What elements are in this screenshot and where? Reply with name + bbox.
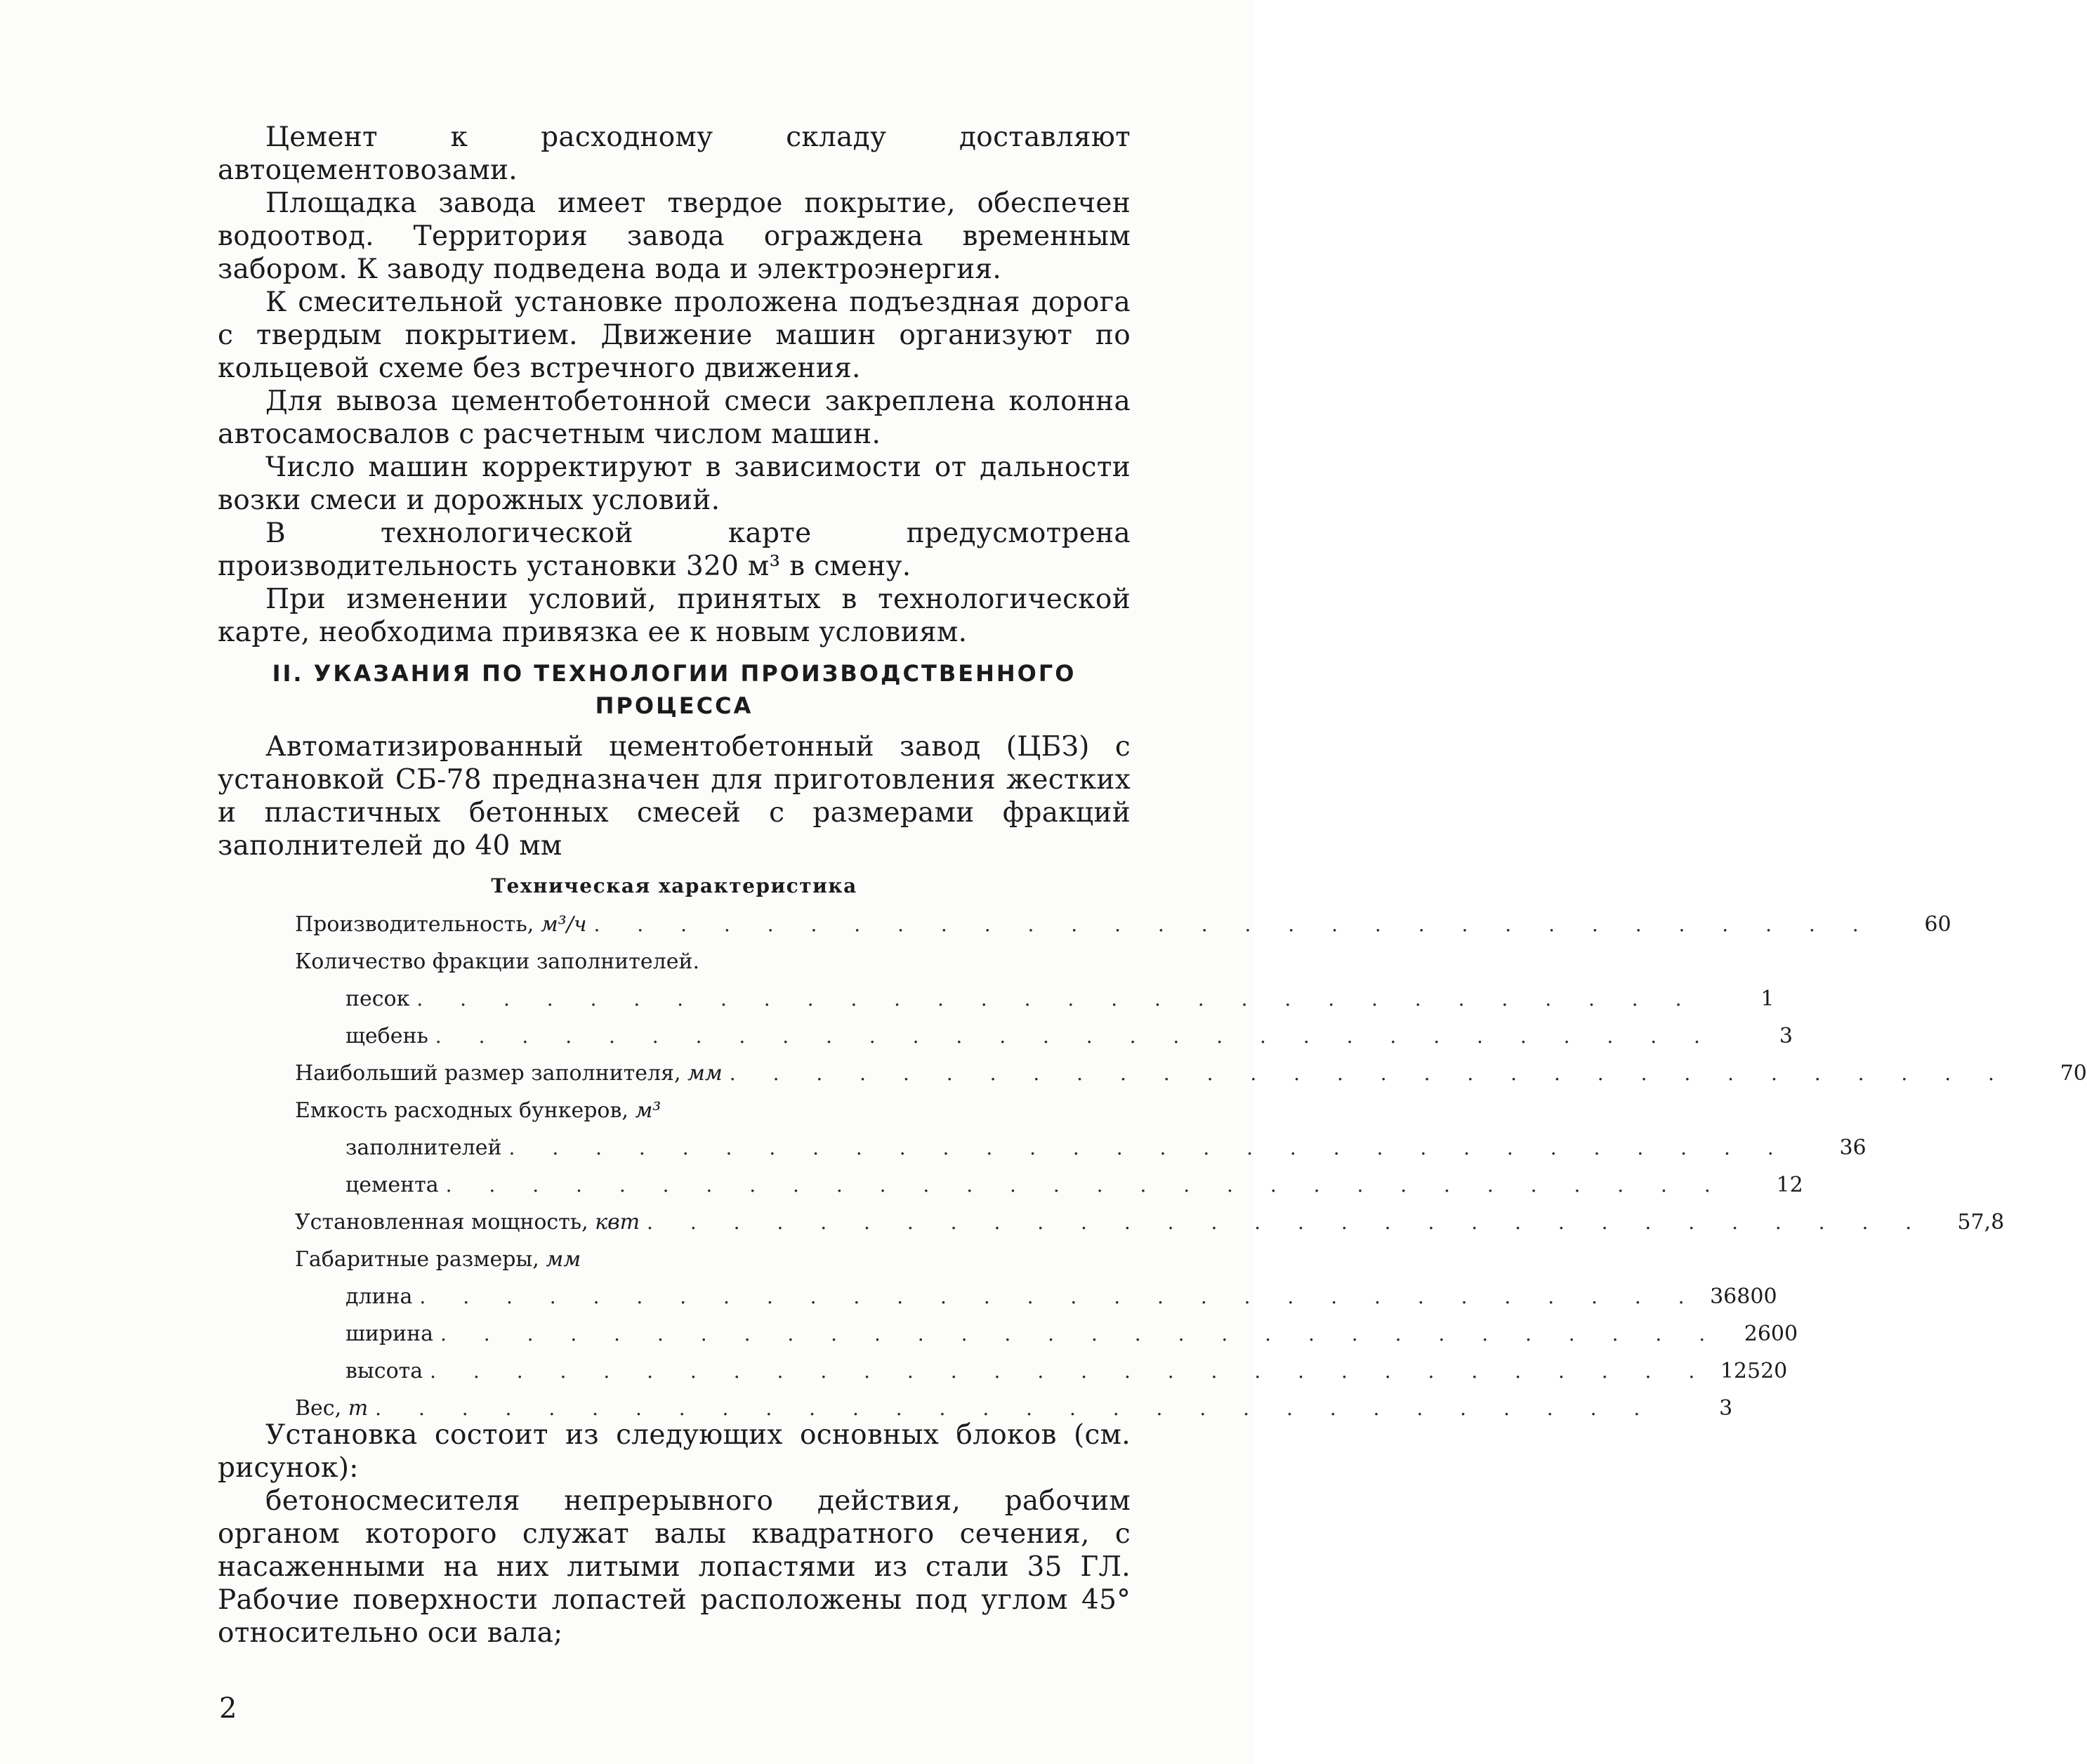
leader-dots: . . . . . . . . . . . . . . . . . . . . . . . . . . . . . . [729,1062,2010,1085]
paragraph: бетоносмесителя непрерывного действия, рабочим органом которого служат валы квадратного сечения, с насаженными на них литыми лопастями из стали 35 ГЛ. Рабочие поверхности лопастей расположены под углом 45° относительно оси вала; [218,1485,1131,1649]
spec-label-text: ширина [345,1322,433,1346]
spec-label [295,1098,661,1123]
spec-label [295,987,409,1011]
paragraph: В технологической карте предусмотрена производительность установки 320 м³ в смену. [218,518,1131,582]
intro-text [218,121,1131,649]
section-intro [218,730,1131,862]
section-title [218,657,1131,722]
spec-row [295,1315,1798,1352]
spec-label-text: песок [345,987,410,1011]
spec-row [295,906,1951,943]
spec-label [295,1136,502,1160]
paragraph: Установка состоит из следующих основных блоков (см. рисунок): [218,1419,1131,1484]
spec-label [295,1284,412,1309]
outro-text [218,1419,1131,1650]
tech-characteristics-heading: Техническая характеристика [491,874,857,897]
leader-dots: . . . . . . . . . . . . . . . . . . . . . . . . . . . . . . [445,1173,1726,1197]
leader-dots: . . . . . . . . . . . . . . . . . . . . . . . . . . . . . . [375,1397,1656,1420]
spec-label [295,1061,723,1086]
leader-dots: . . . . . . . . . . . . . . . . . . . . . . . . . . . . . . [430,1360,1711,1383]
leader-dots: . . . . . . . . . . . . . . . . . . . . . . . . . . . . . . [440,1322,1721,1345]
paragraph: Автоматизированный цементобетонный завод (ЦБЗ) с установкой СБ-78 предназначен для приготовления жестких и пластичных бетонных смесей с размерами фракций заполнителей до 40 мм [218,731,1131,862]
leader-dots: . . . . . . . . . . . . . . . . . . . . . . . . . . . . . . [416,987,1697,1011]
spec-value: 12 [1776,1173,1803,1197]
page-number: 2 [219,1692,237,1725]
spec-row [295,1204,2005,1241]
spec-label [295,1247,581,1272]
spec-label-text: Наибольший размер заполнителя, [295,1061,688,1086]
spec-label-text: Емкость расходных бункеров, [295,1098,636,1123]
spec-row [295,1241,1039,1278]
spec-value: 12520 [1720,1359,1788,1383]
spec-row [295,943,1039,980]
leader-dots: . . . . . . . . . . . . . . . . . . . . . . . . . . . . . . [508,1136,1789,1159]
spec-label-text: Габаритные размеры, [295,1247,546,1272]
spec-label [295,912,586,937]
spec-unit: т [348,1396,369,1421]
spec-label-text: Производительность, [295,912,541,937]
spec-value: 60 [1924,912,1951,937]
spec-row [295,1018,1793,1055]
spec-row [295,1166,1803,1204]
spec-value: 2600 [1744,1322,1798,1346]
leader-dots: . . . . . . . . . . . . . . . . . . . . . . . . . . . . . . [419,1285,1700,1308]
spec-label [295,949,699,974]
spec-label-text: высота [345,1359,423,1383]
paragraph: К смесительной установке проложена подъездная дорога с твердым покрытием. Движение машин организуют по кольцевой схеме без встречного движения. [218,287,1131,384]
spec-label-text: цемента [345,1173,439,1197]
spec-label-text: Количество фракции заполнителей. [295,949,699,974]
spec-label [295,1359,423,1383]
spec-value: 3 [1719,1396,1733,1421]
paragraph: Число машин корректируют в зависимости от дальности возки смеси и дорожных условий. [218,452,1131,516]
spec-value: 1 [1760,987,1775,1011]
spec-row [295,1055,2087,1092]
spec-label-text: длина [345,1284,413,1309]
spec-unit: мм [687,1061,723,1086]
spec-value: 36800 [1710,1284,1777,1309]
spec-row [295,1278,1777,1315]
spec-label-text: заполнителей [345,1136,502,1160]
spec-value: 57,8 [1957,1210,2005,1235]
spec-row [295,1352,1788,1390]
spec-label [295,1210,640,1235]
leader-dots: . . . . . . . . . . . . . . . . . . . . . . . . . . . . . . [435,1025,1716,1048]
spec-value: 36 [1839,1136,1867,1160]
spec-unit: квт [595,1210,640,1235]
spec-unit: м³ [635,1098,661,1123]
paragraph: Площадка завода имеет твердое покрытие, обеспечен водоотвод. Территория завода ограждена временным забором. К заводу подведена вода и электроэнергия. [218,187,1131,285]
spec-unit: мм [546,1247,581,1272]
spec-label-text: Установленная мощность, [295,1210,595,1235]
spec-label [295,1173,439,1197]
section-title-line: II. УКАЗАНИЯ ПО ТЕХНОЛОГИИ ПРОИЗВОДСТВЕННОГО [272,660,1077,687]
paragraph: Для вывоза цементобетонной смеси закреплена колонна автосамосвалов с расчетным числом машин. [218,386,1131,450]
spec-unit: м³/ч [540,912,587,937]
spec-value: 3 [1779,1024,1793,1048]
spec-value: 70 [2060,1061,2087,1086]
paragraph: При изменении условий, принятых в технологической карте, необходима привязка ее к новым условиям. [218,584,1131,648]
spec-label [295,1396,368,1421]
tech-characteristics-table [295,906,2087,1427]
spec-row [295,1129,1867,1166]
spec-label [295,1024,428,1048]
spec-row [295,980,1775,1018]
leader-dots: . . . . . . . . . . . . . . . . . . . . . . . . . . . . . . [593,913,1874,936]
spec-label [295,1322,433,1346]
spec-row [295,1092,1039,1129]
section-title-line: ПРОЦЕССА [595,692,753,719]
leader-dots: . . . . . . . . . . . . . . . . . . . . . . . . . . . . . . [647,1211,1928,1234]
paragraph: Цемент к расходному складу доставляют автоцементовозами. [218,121,1131,186]
spec-label-text: щебень [345,1024,428,1048]
spec-label-text: Вес, [295,1396,348,1421]
